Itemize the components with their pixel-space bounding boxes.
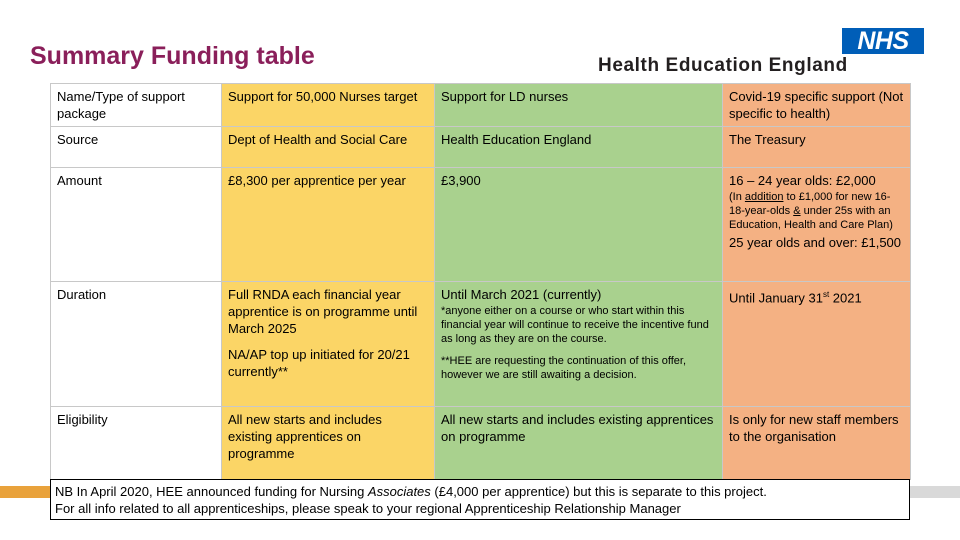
- cell-amount-50k: £8,300 per apprentice per year: [222, 168, 435, 282]
- hee-logo-text: Health Education England: [598, 55, 848, 76]
- cell-eligibility-covid: Is only for new staff members to the organisation: [723, 407, 911, 480]
- table-row-amount: [51, 168, 911, 282]
- row-label-duration: Duration: [51, 282, 222, 407]
- cell-source-50k: Dept of Health and Social Care: [222, 127, 435, 168]
- nhs-logo: NHS: [842, 28, 924, 54]
- note-line-1: NB In April 2020, HEE announced funding for Nursing Associates (£4,000 per apprentice) but this is separate to this project.: [55, 484, 767, 499]
- cell-source-covid: The Treasury: [723, 127, 911, 168]
- cell-type-covid: Covid-19 specific support (Not specific to health): [723, 84, 911, 127]
- cell-duration-covid: Until January 31st 2021: [723, 282, 911, 407]
- table-row-type: [51, 84, 911, 127]
- table-row-duration: [51, 282, 911, 407]
- amount-note: (In addition to £1,000 for new 16-18-year-olds & under 25s with an Education, Health and Care Plan): [729, 191, 893, 231]
- cell-eligibility-50k: All new starts and includes existing apprentices on programme: [222, 407, 435, 480]
- cell-source-ld: Health Education England: [435, 127, 723, 168]
- cell-amount-covid: [723, 168, 911, 282]
- band-orange-segment: [0, 486, 50, 498]
- table-row-source: [51, 127, 911, 168]
- cell-type-50k: Support for 50,000 Nurses target: [222, 84, 435, 127]
- duration-until-march: Until March 2021 (currently): [441, 287, 602, 302]
- duration-note-2: **HEE are requesting the continuation of this offer, however we are still awaiting a decision.: [441, 355, 687, 381]
- amount-25-plus: 25 year olds and over: £1,500: [729, 235, 902, 250]
- row-label-eligibility: Eligibility: [51, 407, 222, 480]
- cell-eligibility-ld: All new starts and includes existing apprentices on programme: [435, 407, 723, 480]
- table-row-eligibility: [51, 407, 911, 480]
- row-label-amount: Amount: [51, 168, 222, 282]
- cell-duration-50k: [222, 282, 435, 407]
- cell-duration-ld: [435, 282, 723, 407]
- note-line-2: For all info related to all apprenticeships, please speak to your regional Apprenticeship Relationship Manager: [55, 501, 681, 516]
- page-title: Summary Funding table: [30, 42, 315, 70]
- duration-note-1: *anyone either on a course or who start within this financial year will continue to receive the incentive fund as long as they are on the course.: [441, 305, 709, 345]
- cell-amount-ld: £3,900: [435, 168, 723, 282]
- duration-na-ap: NA/AP top up initiated for 20/21 currently**: [228, 347, 410, 379]
- funding-table: [50, 83, 911, 480]
- cell-type-ld: Support for LD nurses: [435, 84, 723, 127]
- amount-16-24: 16 – 24 year olds: £2,000: [729, 173, 876, 188]
- note-box: [50, 479, 910, 520]
- row-label-type: Name/Type of support package: [51, 84, 222, 127]
- row-label-source: Source: [51, 127, 222, 168]
- band-grey-segment: [910, 486, 960, 498]
- duration-rnda: Full RNDA each financial year apprentice is on programme until March 2025: [228, 287, 418, 336]
